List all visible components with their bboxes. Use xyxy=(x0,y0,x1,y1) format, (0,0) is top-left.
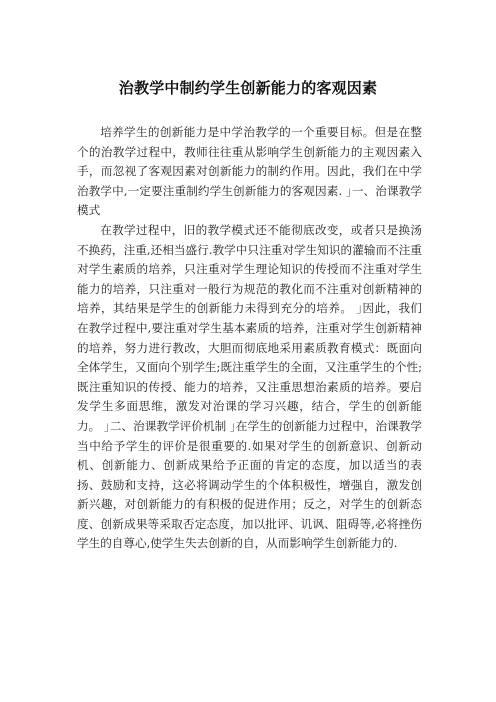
paragraph-1: 培养学生的创新能力是中学治教学的一个重要目标。但是在整个的治教学过程中，教师往往重从影响学生创新能力的主观因素入手，而忽视了客观因素对创新能力的制约作用。因此，我们在中学治教学中,一定要注重制约学生创新能力的客观因素. ｣一、治课教学模式 xyxy=(77,125,422,218)
document-body xyxy=(77,123,422,554)
paragraph-2: 在教学过程中，旧的教学模式还不能彻底改变，或者只是换汤不换药，注重,还相当盛行.教学中只注重对学生知识的灌输而不注重对学生素质的培养，只注重对学生理论知识的传授而不注重对学生能力的培养，只注重对一般行为规范的教化而不注重对创新精神的培养，其结果是学生的创新能力未得到充分的培养。 ｣因此，我们在教学过程中,要注重对学生基本素质的培养，注重对学生创新精神的培养，努力进行教改，大胆而彻底地采用素质教育模式：既面向全体学生，又面向个别学生;既注重学生的全面，又注重学生的个性;既注重知识的传授、能力的培养，又注重思想治素质的培养。要启发学生多面思维，激发对治课的学习兴趣，结合，学生的创新能力。 ｣二、治课教学评价机制 ｣在学生的创新能力过程中，治课教学当中给予学生的评价是很重要的.如果对学生的创新意识、创新动机、创新能力、创新成果给予正面的肯定的态度，加以适当的表扬、鼓励和支持，这必将调动学生的个体积极性，增强自，激发创新兴趣，对创新能力的有积极的促进作用；反之，对学生的创新态度、创新成果等采取否定态度，加以批评、讥讽、阻碍等,必将挫伤学生的自尊心,使学生失去创新的自，从而影响学生创新能力的. xyxy=(77,222,422,551)
document-title: 治教学中制约学生创新能力的客观因素 xyxy=(118,79,378,97)
